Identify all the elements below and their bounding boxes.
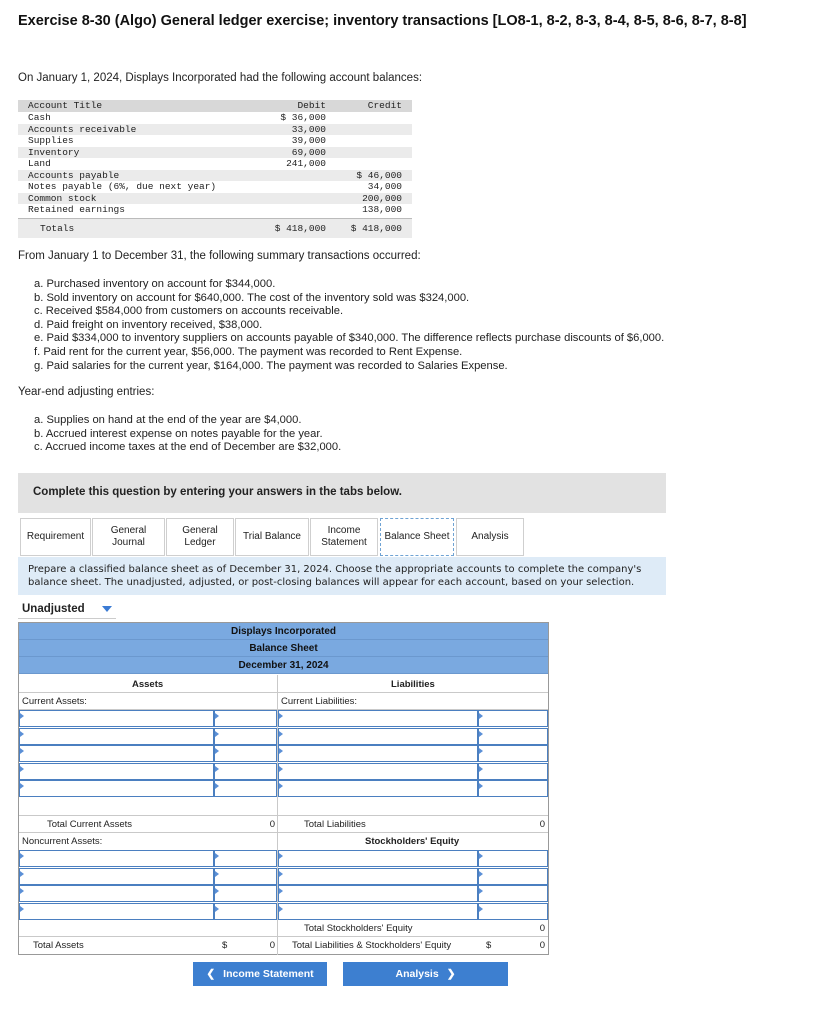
account-title: Notes payable (6%, due next year) xyxy=(28,181,217,192)
list-item: a. Supplies on hand at the end of the year are $4,000. xyxy=(34,414,302,426)
total-current-assets-value: 0 xyxy=(269,819,275,830)
liability-account-select[interactable] xyxy=(278,745,478,762)
exercise-title: Exercise 8-30 (Algo) General ledger exercise; inventory transactions [LO8-1, 8-2, 8-3, 8-4, 8-5, 8-6, 8-7, 8-8] xyxy=(18,13,747,29)
equity-account-select[interactable] xyxy=(278,850,478,867)
equity-account-select[interactable] xyxy=(278,868,478,885)
row-divider xyxy=(19,692,548,693)
credit-value: $ 46,000 xyxy=(356,169,402,181)
total-assets-value: 0 xyxy=(269,940,275,951)
totals-row xyxy=(18,218,412,238)
credit-value: 34,000 xyxy=(367,181,402,192)
tab-requirement[interactable]: Requirement xyxy=(20,518,91,556)
tab-trial-balance[interactable]: Trial Balance xyxy=(235,518,309,556)
account-title: Inventory xyxy=(28,146,80,158)
account-title: Supplies xyxy=(28,135,74,146)
total-liab-equity-currency: $ xyxy=(486,940,492,951)
table-row xyxy=(18,181,412,193)
liability-account-select[interactable] xyxy=(278,728,478,745)
account-balances-table xyxy=(18,100,412,238)
liability-amount-input[interactable] xyxy=(478,710,548,727)
total-stockholders-equity-value: 0 xyxy=(539,923,545,934)
chevron-right-icon: ❯ xyxy=(446,968,456,980)
asset-amount-input[interactable] xyxy=(214,745,277,762)
total-current-assets-label: Total Current Assets xyxy=(47,819,133,830)
list-item: b. Accrued interest expense on notes payable for the year. xyxy=(34,427,323,440)
account-title: Retained earnings xyxy=(28,204,125,215)
noncurrent-asset-account-select[interactable] xyxy=(19,868,214,885)
list-item: f. Paid rent for the current year, $56,000. The payment was recorded to Rent Expense. xyxy=(34,345,463,358)
list-item: c. Received $584,000 from customers on accounts receivable. xyxy=(34,305,344,318)
liability-account-select[interactable] xyxy=(278,763,478,780)
liability-amount-input[interactable] xyxy=(478,745,548,762)
header-credit: Credit xyxy=(367,100,402,111)
prev-button-label: Income Statement xyxy=(223,968,314,980)
task-description: Prepare a classified balance sheet as of December 31, 2024. Choose the appropriate accounts to complete the company's balance sheet. The unadjusted, adjusted, or post-closing balances will appear for each account, based on your selection. xyxy=(18,557,666,595)
asset-account-select[interactable] xyxy=(19,780,214,797)
statement-name: Balance Sheet xyxy=(19,640,548,657)
table-header xyxy=(18,100,412,112)
row-divider xyxy=(19,936,548,937)
noncurrent-asset-account-select[interactable] xyxy=(19,903,214,920)
asset-account-select[interactable] xyxy=(19,763,214,780)
equity-amount-input[interactable] xyxy=(478,885,548,902)
noncurrent-asset-amount-input[interactable] xyxy=(214,885,277,902)
tab-general-ledger[interactable]: General Ledger xyxy=(166,518,234,556)
noncurrent-assets-label: Noncurrent Assets: xyxy=(22,836,103,847)
total-liab-equity-value: 0 xyxy=(539,940,545,951)
tab-analysis[interactable]: Analysis xyxy=(456,518,524,556)
table-row xyxy=(18,170,412,182)
total-stockholders-equity-label: Total Stockholders' Equity xyxy=(304,923,413,934)
noncurrent-asset-account-select[interactable] xyxy=(19,885,214,902)
list-item: d. Paid freight on inventory received, $38,000. xyxy=(34,318,263,331)
table-row xyxy=(18,193,412,205)
dropdown-selected: Unadjusted xyxy=(22,603,85,615)
asset-amount-input[interactable] xyxy=(214,780,277,797)
account-title: Common stock xyxy=(28,192,97,204)
liability-amount-input[interactable] xyxy=(478,780,548,797)
instruction-banner: Complete this question by entering your answers in the tabs below. xyxy=(18,473,666,513)
noncurrent-asset-amount-input[interactable] xyxy=(214,868,277,885)
debit-value: 241,000 xyxy=(286,158,326,169)
list-item: c. Accrued income taxes at the end of December are $32,000. xyxy=(34,441,342,454)
table-row xyxy=(18,158,412,170)
assets-header: Assets xyxy=(132,679,164,690)
header-account-title: Account Title xyxy=(28,100,103,111)
next-analysis-button[interactable] xyxy=(343,962,508,986)
total-assets-currency: $ xyxy=(222,940,228,951)
tab-balance-sheet[interactable]: Balance Sheet xyxy=(380,518,454,556)
current-assets-label: Current Assets: xyxy=(22,696,87,707)
credit-value: 200,000 xyxy=(362,192,402,204)
asset-amount-input[interactable] xyxy=(214,710,277,727)
row-divider xyxy=(19,832,548,833)
equity-amount-input[interactable] xyxy=(478,868,548,885)
liability-amount-input[interactable] xyxy=(478,763,548,780)
statement-date: December 31, 2024 xyxy=(19,657,548,674)
table-row xyxy=(18,124,412,136)
header-debit: Debit xyxy=(297,100,326,111)
equity-amount-input[interactable] xyxy=(478,850,548,867)
asset-amount-input[interactable] xyxy=(214,763,277,780)
credit-value: 138,000 xyxy=(362,204,402,215)
total-liabilities-label: Total Liabilities xyxy=(304,819,366,830)
asset-amount-input[interactable] xyxy=(214,728,277,745)
totals-debit: $ 418,000 xyxy=(274,222,326,234)
account-title: Cash xyxy=(28,112,51,123)
totals-credit: $ 418,000 xyxy=(350,222,402,234)
list-item: e. Paid $334,000 to inventory suppliers on accounts payable of $340,000. The difference reflects purchase discounts of $6,000. xyxy=(34,332,665,345)
asset-account-select[interactable] xyxy=(19,710,214,727)
current-liabilities-label: Current Liabilities: xyxy=(281,696,358,707)
noncurrent-asset-amount-input[interactable] xyxy=(214,903,277,920)
row-divider xyxy=(19,815,548,816)
balance-type-dropdown[interactable] xyxy=(18,599,116,619)
account-title: Accounts receivable xyxy=(28,123,137,135)
noncurrent-asset-amount-input[interactable] xyxy=(214,850,277,867)
totals-label: Totals xyxy=(40,222,75,234)
noncurrent-asset-account-select[interactable] xyxy=(19,850,214,867)
total-assets-label: Total Assets xyxy=(33,940,84,951)
debit-value: 39,000 xyxy=(291,135,326,146)
liability-amount-input[interactable] xyxy=(478,728,548,745)
tab-income-statement[interactable]: Income Statement xyxy=(310,518,378,556)
debit-value: 69,000 xyxy=(291,146,326,158)
list-item: b. Sold inventory on account for $640,000. The cost of the inventory sold was $324,000. xyxy=(34,291,470,304)
transactions-intro: From January 1 to December 31, the following summary transactions occurred: xyxy=(18,250,421,262)
prev-income-statement-button[interactable] xyxy=(193,962,327,986)
liabilities-header: Liabilities xyxy=(391,679,435,690)
debit-value: $ 36,000 xyxy=(280,112,326,123)
balance-sheet-form xyxy=(18,622,549,955)
yearend-label: Year-end adjusting entries: xyxy=(18,386,155,398)
asset-account-select[interactable] xyxy=(19,745,214,762)
adjustments-list xyxy=(34,414,341,455)
transactions-list xyxy=(34,278,664,373)
next-button-label: Analysis xyxy=(395,968,439,980)
table-row xyxy=(18,204,412,216)
table-row xyxy=(18,135,412,147)
table-row xyxy=(18,112,412,124)
company-name: Displays Incorporated xyxy=(19,623,548,640)
account-title: Accounts payable xyxy=(28,169,120,181)
account-title: Land xyxy=(28,158,51,169)
table-row xyxy=(18,147,412,159)
intro-text: On January 1, 2024, Displays Incorporated had the following account balances: xyxy=(18,72,423,84)
liability-account-select[interactable] xyxy=(278,780,478,797)
tab-general-journal[interactable]: General Journal xyxy=(92,518,165,556)
equity-account-select[interactable] xyxy=(278,885,478,902)
liability-account-select[interactable] xyxy=(278,710,478,727)
equity-account-select[interactable] xyxy=(278,903,478,920)
list-item: a. Purchased inventory on account for $344,000. xyxy=(34,278,276,290)
asset-account-select[interactable] xyxy=(19,728,214,745)
chevron-left-icon: ❮ xyxy=(206,968,216,980)
stockholders-equity-header: Stockholders' Equity xyxy=(365,836,460,847)
list-item: g. Paid salaries for the current year, $164,000. The payment was recorded to Salaries Expense. xyxy=(34,359,508,372)
total-liabilities-value: 0 xyxy=(539,819,545,830)
total-liab-equity-label: Total Liabilities & Stockholders' Equity xyxy=(292,940,452,951)
debit-value: 33,000 xyxy=(291,123,326,135)
equity-amount-input[interactable] xyxy=(478,903,548,920)
dropdown-caret-icon xyxy=(102,606,112,612)
